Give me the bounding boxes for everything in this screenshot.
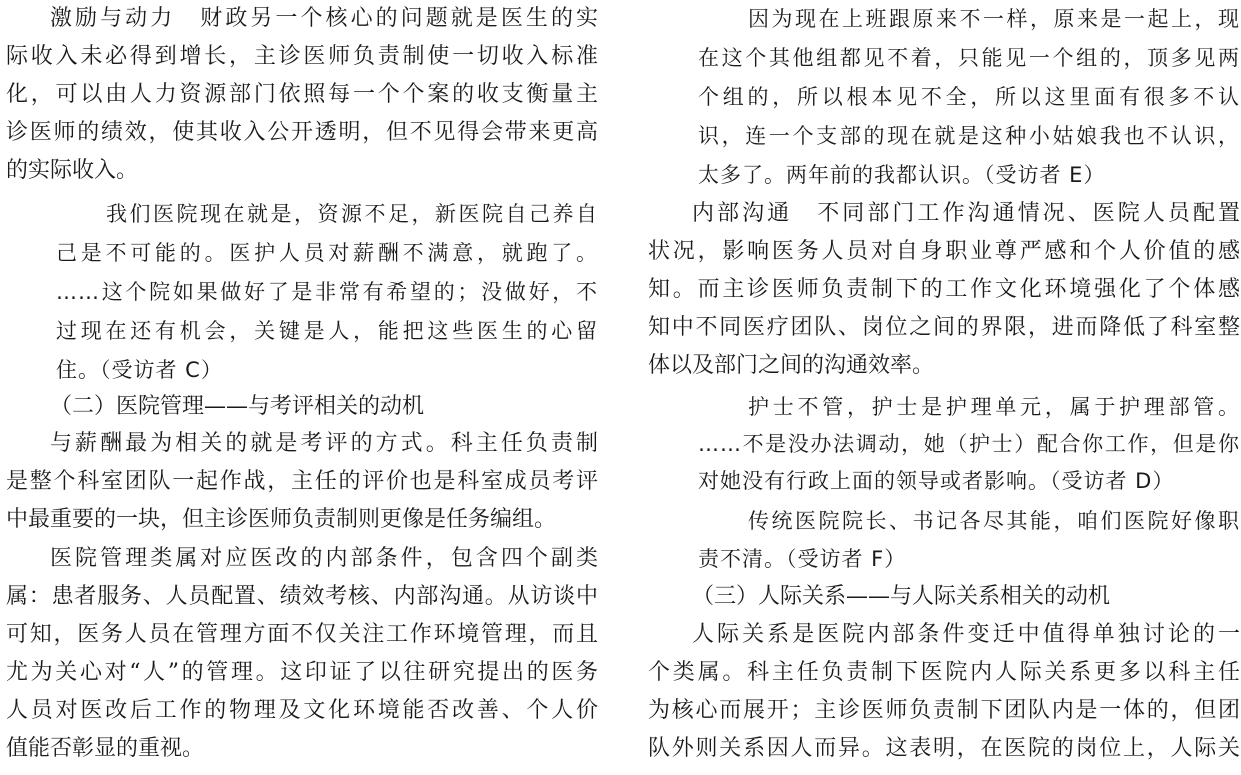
text-line: 与薪酬最为相关的就是考评的方式。科主任负责制 [50,431,598,456]
text-line: 值能否彰显的重视。 [6,736,205,761]
text-line: 化，可以由人力资源部门依照每一个个案的收支衡量主 [6,82,598,107]
text-line: 际收入未必得到增长，主诊医师负责制使一切收入标准 [6,44,598,69]
text-line: 内部沟通 不同部门工作沟通情况、医院人员配置 [692,201,1240,226]
text-line: 尤为关心对“人”的管理。这印证了以往研究提出的医务 [6,660,598,685]
quote-line: 我们医院现在就是，资源不足，新医院自己养自 [106,202,598,226]
quote-line: 住。（受访者 C） [56,358,223,382]
text-line: 知。而主诊医师负责制下的工作文化环境强化了个体感 [648,277,1240,302]
text-line: 个类属。科主任负责制下医院内人际关系更多以科主任 [648,660,1240,685]
section-heading: （二）医院管理——与考评相关的动机 [50,394,425,419]
quote-line: 过现在还有机会，关键是人，能把这些医生的心留 [56,319,598,343]
text-line: 人员对医改后工作的物理及文化环境能否改善、个人价 [6,698,598,723]
quote-line: 对她没有行政上面的领导或者影响。（受访者 D） [698,469,1175,493]
text-line: 中最重要的一块，但主诊医师负责制则更像是任务编组。 [6,507,557,532]
text-line: 知中不同医疗团队、岗位之间的界限，进而降低了科室整 [648,315,1240,340]
text-line: 队外则关系因人而异。这表明，在医院的岗位上，人际关 [648,736,1240,761]
quote-line: 己是不可能的。医护人员对薪酬不满意，就跑了。 [56,241,598,265]
text-line: 的实际收入。 [6,158,139,183]
text-line: 是整个科室团队一起作战，主任的评价也是科室成员考评 [6,469,598,494]
quote-line: 个组的，所以根本见不全，所以这里面有很多不认 [698,85,1240,109]
quote-line: 在这个其他组都见不着，只能见一个组的，顶多见两 [698,46,1240,70]
text-line: 为核心而展开；主诊医师负责制下团队内是一体的，但团 [648,698,1240,723]
text-line: 医院管理类属对应医改的内部条件，包含四个副类 [50,546,598,571]
section-heading: （三）人际关系——与人际关系相关的动机 [692,584,1111,609]
text-line: 状况，影响医务人员对自身职业尊严感和个人价值的感 [648,239,1240,264]
quote-line: 因为现在上班跟原来不一样，原来是一起上，现 [748,7,1240,31]
quote-line: 责不清。（受访者 F） [698,547,907,571]
quote-line: ……这个院如果做好了是非常有希望的；没做好，不 [56,280,598,304]
quote-line: 识，连一个支部的现在就是这种小姑娘我也不认识， [698,124,1240,148]
text-line: 诊医师的绩效，使其收入公开透明，但不见得会带来更高 [6,120,598,145]
text-line: 属：患者服务、人员配置、绩效考核、内部沟通。从访谈中 [6,584,598,609]
quote-line: 传统医院院长、书记各尽其能，咱们医院好像职 [748,509,1240,533]
text-line: 体以及部门之间的沟通效率。 [648,353,935,378]
quote-line: 太多了。两年前的我都认识。（受访者 E） [698,163,1106,187]
quote-line: 护士不管，护士是护理单元，属于护理部管。 [748,395,1240,419]
text-line: 可知，医务人员在管理方面不仅关注工作环境管理，而且 [6,622,598,647]
quote-line: ……不是没办法调动，她（护士）配合你工作，但是你 [698,432,1240,456]
text-line: 人际关系是医院内部条件变迁中值得单独讨论的一 [692,622,1240,647]
text-line: 激励与动力 财政另一个核心的问题就是医生的实 [50,6,598,31]
